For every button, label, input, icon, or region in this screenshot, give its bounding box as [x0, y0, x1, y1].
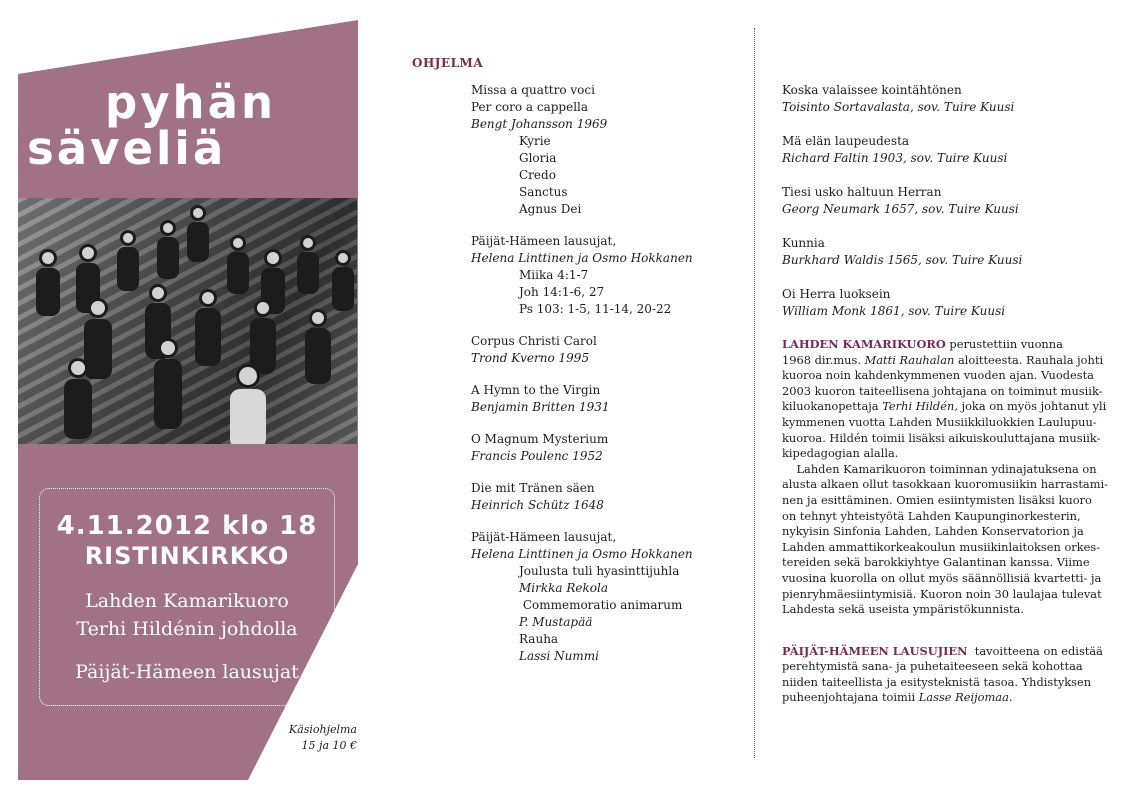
programme-sub-item: P. Mustapää: [519, 615, 593, 629]
programme-gap: [471, 416, 741, 431]
programme-gap: [471, 367, 741, 382]
programme-sub-item: Miika 4:1-7: [519, 268, 589, 282]
programme-sub-item: Joh 14:1-6, 27: [519, 285, 605, 299]
programme-gap: [471, 465, 741, 480]
cover-title-line1: pyhän: [105, 76, 276, 129]
choir-info-name: LAHDEN KAMARIKUORO: [782, 337, 946, 351]
choir-photo: [18, 198, 357, 444]
event-place: RISTINKIRKKO: [84, 542, 290, 570]
choir-photo-silhouettes: [18, 198, 357, 444]
song-title: Oi Herra luoksein: [782, 287, 891, 301]
programme-list: [471, 82, 741, 665]
song-item: [782, 82, 1092, 116]
song-credit: Burkhard Waldis 1565, sov. Tuire Kuusi: [782, 253, 1023, 267]
programme-item: Helena Linttinen ja Osmo Hokkanen: [471, 251, 693, 265]
programme-item: A Hymn to the Virgin: [471, 383, 601, 397]
performer-choir: Lahden Kamarikuoro: [85, 590, 289, 612]
reciters-info-paragraph: PÄIJÄT-HÄMEEN LAUSUJIEN tavoitteena on edistää perehtymistä sana- ja puhetaiteeseen sekä kohottaa niiden taiteellista ja esitysteknistä tasoa. Yhdistyksen puheenjohtajana toimii Lasse Reijomaa.: [782, 643, 1103, 705]
programme-item: Per coro a cappella: [471, 100, 589, 114]
programme-item: Missa a quattro voci: [471, 83, 595, 97]
reciters-info-name: PÄIJÄT-HÄMEEN LAUSUJIEN: [782, 643, 968, 658]
programme-heading: OHJELMA: [412, 56, 484, 70]
programme-sub-item: Gloria: [519, 151, 557, 165]
programme-sub-item: Rauha: [519, 632, 559, 646]
programme-sub-item: Lassi Nummi: [519, 649, 599, 663]
programme-sub-item: Mirkka Rekola: [519, 581, 608, 595]
song-title: Koska valaissee kointähtönen: [782, 83, 962, 97]
programme-item: Corpus Christi Carol: [471, 334, 597, 348]
right-column: [782, 82, 1109, 706]
programme-sub-item: Ps 103: 1-5, 11-14, 20-22: [519, 302, 672, 316]
programme-gap: [471, 318, 741, 333]
cover-title: [27, 76, 347, 175]
programme-gap: [471, 514, 741, 529]
programme-sub-item: Joulusta tuli hyasinttijuhla: [519, 564, 680, 578]
fold-divider: [754, 28, 755, 758]
programme-gap: [471, 218, 741, 233]
song-credit: Georg Neumark 1657, sov. Tuire Kuusi: [782, 202, 1019, 216]
programme-item: Die mit Tränen säen: [471, 481, 595, 495]
song-title: Mä elän laupeudesta: [782, 134, 910, 148]
handout-label: Käsiohjelma: [288, 723, 357, 736]
handout-price-value: 15 ja 10 €: [301, 739, 357, 752]
programme-sub-item: Agnus Dei: [519, 202, 582, 216]
programme-item: Päijät-Hämeen lausujat,: [471, 234, 617, 248]
event-guest: Päijät-Hämeen lausujat: [75, 661, 299, 683]
song-list: [782, 82, 1092, 320]
song-credit: Richard Faltin 1903, sov. Tuire Kuusi: [782, 151, 1008, 165]
song-item: [782, 133, 1092, 167]
song-credit: William Monk 1861, sov. Tuire Kuusi: [782, 304, 1006, 318]
song-credit: Toisinto Sortavalasta, sov. Tuire Kuusi: [782, 100, 1015, 114]
programme-item: Heinrich Schütz 1648: [471, 498, 604, 512]
song-item: [782, 235, 1092, 269]
performer-conductor: Terhi Hildénin johdolla: [76, 618, 298, 640]
song-item: [782, 184, 1092, 218]
programme-item: Päijät-Hämeen lausujat,: [471, 530, 617, 544]
programme-sub-item: Sanctus: [519, 185, 568, 199]
handout-price: [270, 722, 357, 754]
programme-sub-item: Commemoratio animarum: [519, 598, 683, 612]
programme-item: Helena Linttinen ja Osmo Hokkanen: [471, 547, 693, 561]
programme-sub-item: Credo: [519, 168, 556, 182]
event-performer: [40, 587, 334, 643]
choir-info-paragraph: LAHDEN KAMARIKUORO perustettiin vuonna 1968 dir.mus. Matti Rauhalan aloitteesta. Rauhala johti kuoroa noin kahdenkymmenen vuoden ajan. Vuodesta 2003 kuoron taiteellisena johtajana on toiminut musiik- kiluokanopettaja Terhi Hildén, joka on myös johtanut yli kymmenen vuotta Lahden Musiikkiluokkien Laulupuu- kuoroa. Hildén toimii lisäksi aikuiskouluttajana musiik- kipedagogian alalla. Lahden Kamarikuoron toiminnan ydinajatuksena on alusta alkaen ollut tasokkaan kuoromusiikin harrastami- nen ja esittäminen. Omien esiintymisten lisäksi kuoro on tehnyt yhteistyötä Lahden Kaupunginorkesterin, nykyisin Sinfonia Lahden, Lahden Konservatorion ja Lahden ammattikorkeakoulun musiikinlaitoksen orkes- tereiden sekä barokkiyhtye Galantinan kanssa. Viime vuosina kuorolla on ollut myös säännöllisiä kvartetti- ja pienryhmäesiintymisiä. Kuoron noin 30 laulajaa tulevat Lahdesta sekä useista ympäristökunnista.: [782, 337, 1109, 617]
song-title: Kunnia: [782, 236, 825, 250]
programme-item: Trond Kverno 1995: [471, 351, 590, 365]
song-item: [782, 286, 1092, 320]
programme-sub-item: Kyrie: [519, 134, 551, 148]
programme-item: Benjamin Britten 1931: [471, 400, 610, 414]
cover-title-line2: säveliä: [27, 122, 227, 175]
programme-item: Francis Poulenc 1952: [471, 449, 603, 463]
event-info-box: [39, 488, 335, 706]
song-title: Tiesi usko haltuun Herran: [782, 185, 942, 199]
event-date: 4.11.2012 klo 18: [56, 511, 318, 541]
programme-item: O Magnum Mysterium: [471, 432, 609, 446]
programme-item: Bengt Johansson 1969: [471, 117, 608, 131]
